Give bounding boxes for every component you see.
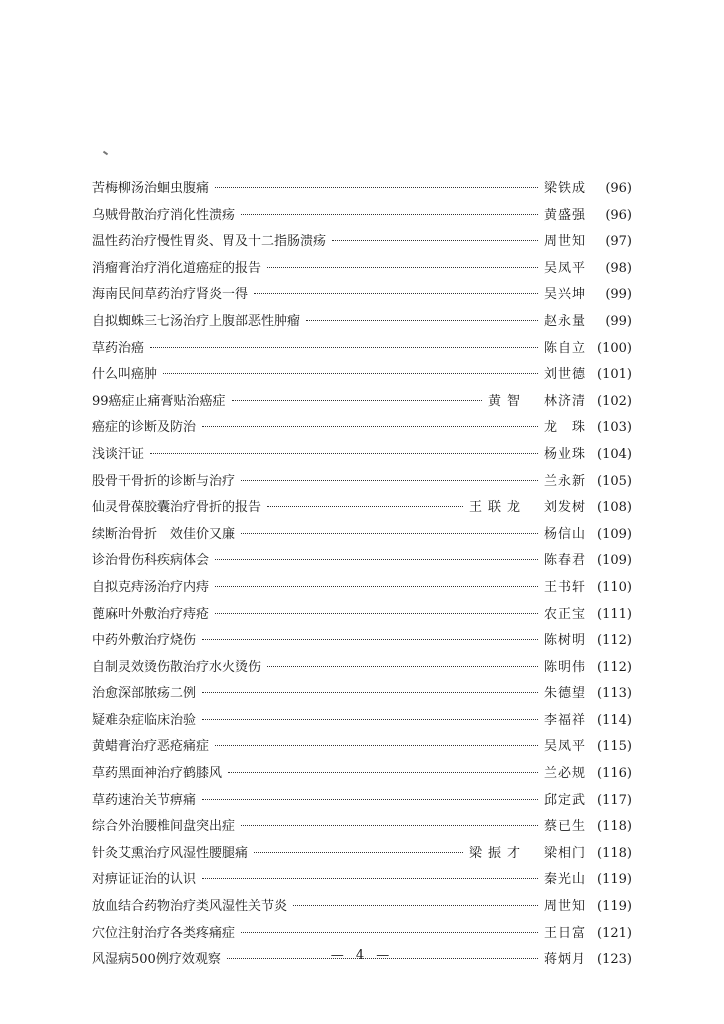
toc-entry-title: 自拟克痔汤治疗内痔 bbox=[92, 579, 210, 595]
toc-entry-author: 赵永量 bbox=[543, 313, 586, 329]
dot-leader bbox=[228, 772, 538, 773]
dot-leader bbox=[267, 666, 538, 667]
toc-entry-author: 梁相门 bbox=[543, 845, 586, 861]
toc-entry-author: 周世知 bbox=[543, 899, 586, 915]
toc-entry-page: (109) bbox=[597, 526, 632, 542]
toc-entry-page: (112) bbox=[597, 633, 632, 649]
dot-leader bbox=[254, 293, 538, 294]
toc-entry bbox=[92, 761, 632, 788]
toc-entry-page: (99) bbox=[605, 313, 632, 329]
dot-leader bbox=[267, 267, 538, 268]
toc-entry-title: 蓖麻叶外敷治疗痔疮 bbox=[92, 606, 210, 622]
toc-entry-coauthor: 黄智 bbox=[487, 393, 526, 409]
toc-entry bbox=[92, 495, 632, 522]
toc-entry-page: (118) bbox=[597, 819, 632, 835]
toc-entry-author: 吴兴坤 bbox=[543, 287, 586, 303]
toc-entry bbox=[92, 628, 632, 655]
toc-entry-author: 林济清 bbox=[543, 393, 586, 409]
toc-entry-author: 吴凤平 bbox=[543, 739, 586, 755]
toc-entry-page: (96) bbox=[605, 207, 632, 223]
toc-entry-page: (102) bbox=[597, 393, 632, 409]
toc-entry-page: (105) bbox=[597, 473, 632, 489]
toc-entry bbox=[92, 734, 632, 761]
toc-entry-author: 兰永新 bbox=[543, 473, 586, 489]
toc-entry bbox=[92, 362, 632, 389]
dot-leader bbox=[293, 905, 538, 906]
toc-entry-title: 治愈深部脓疡二例 bbox=[92, 686, 197, 702]
dot-leader bbox=[254, 852, 463, 853]
toc-entry bbox=[92, 894, 632, 921]
toc-entry-coauthor: 王联龙 bbox=[468, 500, 526, 516]
dot-leader bbox=[215, 745, 538, 746]
toc-entry-title: 自制灵效烫伤散治疗水火烫伤 bbox=[92, 659, 262, 675]
toc-entry-page: (97) bbox=[605, 234, 632, 250]
toc-entry-author: 黄盛强 bbox=[543, 207, 586, 223]
toc-entry-title: 放血结合药物治疗类风湿性关节炎 bbox=[92, 899, 288, 915]
dot-leader bbox=[202, 639, 538, 640]
toc-entry-page: (104) bbox=[597, 446, 632, 462]
toc-entry bbox=[92, 415, 632, 442]
toc-entry-title: 续断治骨折 效佳价又廉 bbox=[92, 526, 236, 542]
dot-leader bbox=[202, 878, 538, 879]
toc-entry-author: 陈树明 bbox=[543, 633, 586, 649]
dot-leader bbox=[241, 932, 538, 933]
scan-mark bbox=[103, 151, 108, 156]
toc-entry-page: (110) bbox=[597, 579, 632, 595]
toc-entry-title: 癌症的诊断及防治 bbox=[92, 420, 197, 436]
toc-entry bbox=[92, 867, 632, 894]
toc-entry-page: (117) bbox=[597, 792, 632, 808]
toc-entry-author: 杨信山 bbox=[543, 526, 586, 542]
dot-leader bbox=[241, 825, 538, 826]
toc-entry bbox=[92, 469, 632, 496]
toc-entry-title: 乌贼骨散治疗消化性溃疡 bbox=[92, 207, 236, 223]
toc-entry bbox=[92, 336, 632, 363]
toc-entry-page: (103) bbox=[597, 420, 632, 436]
toc-entry-page: (118) bbox=[597, 845, 632, 861]
toc-entry-title: 消瘤膏治疗消化道癌症的报告 bbox=[92, 260, 262, 276]
toc-entry-title: 草药速治关节痹痛 bbox=[92, 792, 197, 808]
toc-entry bbox=[92, 442, 632, 469]
toc-entry-author: 陈春君 bbox=[543, 553, 586, 569]
toc-entry-page: (108) bbox=[597, 500, 632, 516]
dot-leader bbox=[202, 692, 538, 693]
toc-entry-title: 诊治骨伤科疾病体会 bbox=[92, 553, 210, 569]
toc-entry-page: (112) bbox=[597, 659, 632, 675]
toc-entry-page: (115) bbox=[597, 739, 632, 755]
toc-entry-author: 秦光山 bbox=[543, 872, 586, 888]
toc-entry-coauthor: 梁振才 bbox=[468, 845, 526, 861]
toc-entry bbox=[92, 708, 632, 735]
toc-entry-author: 兰必规 bbox=[543, 766, 586, 782]
dot-leader bbox=[241, 533, 538, 534]
toc-entry-author: 蒋炳月 bbox=[543, 952, 586, 968]
toc-entry-title: 自拟蜘蛛三七汤治疗上腹部恶性肿瘤 bbox=[92, 313, 301, 329]
toc-entry bbox=[92, 602, 632, 629]
toc-entry-page: (111) bbox=[597, 606, 632, 622]
toc-entry-page: (123) bbox=[597, 952, 632, 968]
toc-entry-title: 海南民间草药治疗肾炎一得 bbox=[92, 287, 249, 303]
dot-leader bbox=[241, 480, 538, 481]
dot-leader bbox=[232, 400, 482, 401]
dot-leader bbox=[215, 559, 538, 560]
toc-entry bbox=[92, 788, 632, 815]
toc-entry bbox=[92, 389, 632, 416]
toc-entry bbox=[92, 256, 632, 283]
dot-leader bbox=[202, 799, 538, 800]
toc-entry-page: (119) bbox=[597, 872, 632, 888]
toc-entry bbox=[92, 655, 632, 682]
toc-entry-page: (119) bbox=[597, 899, 632, 915]
toc-entry bbox=[92, 522, 632, 549]
toc-entry bbox=[92, 814, 632, 841]
toc-entry-title: 99癌症止痛膏贴治癌症 bbox=[92, 393, 226, 409]
dot-leader bbox=[202, 426, 538, 427]
toc-entry-author: 刘世德 bbox=[543, 367, 586, 383]
toc-entry-author: 刘发树 bbox=[543, 500, 586, 516]
toc-entry bbox=[92, 203, 632, 230]
toc-entry-author: 朱德望 bbox=[543, 686, 586, 702]
toc-entry-page: (98) bbox=[605, 260, 632, 276]
toc-entry-author: 杨业珠 bbox=[543, 446, 586, 462]
dot-leader bbox=[150, 453, 538, 454]
toc-entry-title: 对痹证证治的认识 bbox=[92, 872, 197, 888]
toc-entry-title: 草药治癌 bbox=[92, 340, 145, 356]
dot-leader bbox=[215, 613, 538, 614]
toc-entry-title: 中药外敷治疗烧伤 bbox=[92, 633, 197, 649]
toc-entry-page: (114) bbox=[597, 712, 632, 728]
toc-entry-title: 草药黑面神治疗鹤膝风 bbox=[92, 766, 223, 782]
toc-entry-title: 什么叫癌肿 bbox=[92, 367, 158, 383]
toc-entry-author: 龙 珠 bbox=[543, 420, 586, 436]
toc-entry-title: 综合外治腰椎间盘突出症 bbox=[92, 819, 236, 835]
toc-entry-title: 苦梅柳汤治蛔虫腹痛 bbox=[92, 181, 210, 196]
toc-entry-title: 针灸艾熏治疗风湿性腰腿痛 bbox=[92, 845, 249, 861]
table-of-contents bbox=[92, 176, 632, 974]
toc-entry-page: (116) bbox=[597, 766, 632, 782]
toc-entry bbox=[92, 309, 632, 336]
dot-leader bbox=[306, 320, 538, 321]
toc-entry bbox=[92, 681, 632, 708]
toc-entry bbox=[92, 841, 632, 868]
dot-leader bbox=[215, 187, 538, 188]
toc-entry-title: 仙灵骨葆胶囊治疗骨折的报告 bbox=[92, 500, 262, 516]
toc-entry-author: 梁铁成 bbox=[543, 181, 586, 196]
toc-entry bbox=[92, 282, 632, 309]
toc-entry-title: 黄蜡膏治疗恶疮痛症 bbox=[92, 739, 210, 755]
toc-entry-author: 蔡已生 bbox=[543, 819, 586, 835]
dot-leader bbox=[163, 373, 538, 374]
toc-entry-page: (113) bbox=[597, 686, 632, 702]
dot-leader bbox=[241, 214, 538, 215]
dot-leader bbox=[215, 586, 538, 587]
toc-entry-author: 吴凤平 bbox=[543, 260, 586, 276]
toc-entry bbox=[92, 921, 632, 948]
toc-entry-page: (121) bbox=[597, 925, 632, 941]
dot-leader bbox=[332, 240, 538, 241]
toc-entry bbox=[92, 548, 632, 575]
page-number: — 4 — bbox=[330, 948, 394, 963]
toc-entry bbox=[92, 229, 632, 256]
toc-entry bbox=[92, 176, 632, 203]
dot-leader bbox=[202, 719, 538, 720]
toc-entry-author: 周世知 bbox=[543, 234, 586, 250]
toc-entry-title: 温性药治疗慢性胃炎、胃及十二指肠溃疡 bbox=[92, 234, 327, 250]
dot-leader bbox=[267, 506, 463, 507]
toc-entry bbox=[92, 575, 632, 602]
toc-entry-title: 穴位注射治疗各类疼痛症 bbox=[92, 925, 236, 941]
toc-entry-title: 股骨干骨折的诊断与治疗 bbox=[92, 473, 236, 489]
toc-entry-page: (109) bbox=[597, 553, 632, 569]
toc-entry-author: 陈自立 bbox=[543, 340, 586, 356]
toc-entry-page: (96) bbox=[605, 181, 632, 196]
toc-entry-page: (100) bbox=[597, 340, 632, 356]
toc-entry-author: 王日富 bbox=[543, 925, 586, 941]
toc-entry-author: 陈明伟 bbox=[543, 659, 586, 675]
toc-entry-page: (99) bbox=[605, 287, 632, 303]
toc-entry-title: 疑难杂症临床治验 bbox=[92, 712, 197, 728]
toc-entry-author: 王书轩 bbox=[543, 579, 586, 595]
toc-entry-page: (101) bbox=[597, 367, 632, 383]
toc-entry-author: 李福祥 bbox=[543, 712, 586, 728]
toc-entry-author: 邱定武 bbox=[543, 792, 586, 808]
toc-entry-title: 风湿病500例疗效观察 bbox=[92, 952, 221, 968]
toc-entry-title: 浅谈汗证 bbox=[92, 446, 145, 462]
dot-leader bbox=[150, 347, 538, 348]
toc-entry-author: 农正宝 bbox=[543, 606, 586, 622]
